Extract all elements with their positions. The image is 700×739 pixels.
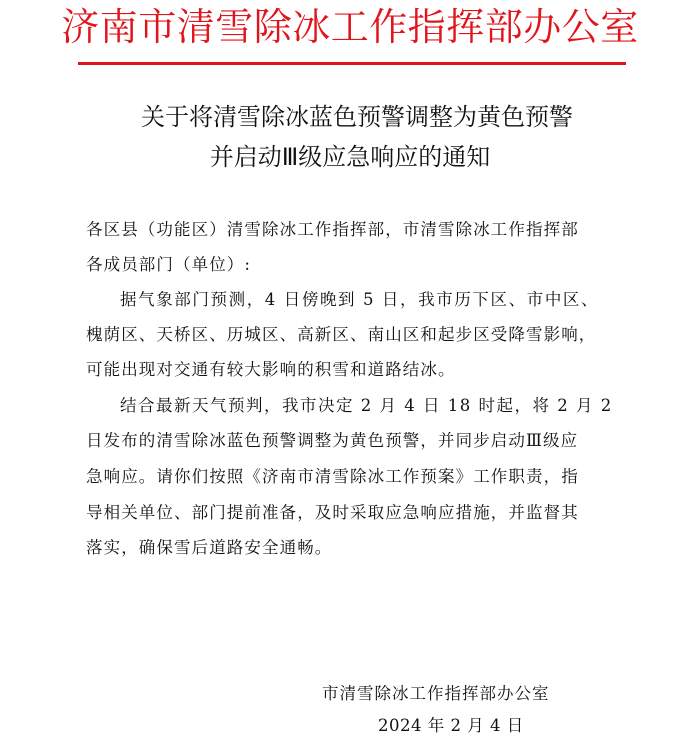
paragraph-2-line-4: 导相关单位、部门提前准备，及时采取应急响应措施，并监督其 <box>86 503 579 522</box>
document-title-line-2: 并启动Ⅲ级应急响应的通知 <box>209 143 491 171</box>
paragraph-2-line-3: 急响应。请你们按照《济南市清雪除冰工作预案》工作职责，指 <box>86 467 579 486</box>
paragraph-2-line-5: 落实，确保雪后道路安全通畅。 <box>86 538 333 557</box>
red-divider-line <box>78 62 626 65</box>
issue-date: 2024 年 2 月 4 日 <box>378 716 524 735</box>
paragraph-1-line-2: 槐荫区、天桥区、历城区、高新区、南山区和起步区受降雪影响， <box>86 325 597 344</box>
issuer-signature: 市清雪除冰工作指挥部办公室 <box>322 684 550 703</box>
paragraph-1-line-1: 据气象部门预测，4 日傍晚到 5 日，我市历下区、市中区、 <box>120 290 600 309</box>
addressee-line-1: 各区县（功能区）清雪除冰工作指挥部，市清雪除冰工作指挥部 <box>86 220 579 239</box>
paragraph-2-line-2: 日发布的清雪除冰蓝色预警调整为黄色预警，并同步启动Ⅲ级应 <box>86 431 579 450</box>
issuing-office-header: 济南市清雪除冰工作指挥部办公室 <box>61 5 639 49</box>
addressee-line-2: 各成员部门（单位）: <box>86 255 252 274</box>
document-title-line-1: 关于将清雪除冰蓝色预警调整为黄色预警 <box>141 103 573 131</box>
paragraph-1-line-3: 可能出现对交通有较大影响的积雪和道路结冰。 <box>86 360 456 379</box>
paragraph-2-line-1: 结合最新天气预判，我市决定 2 月 4 日 18 时起，将 2 月 2 <box>120 396 613 415</box>
